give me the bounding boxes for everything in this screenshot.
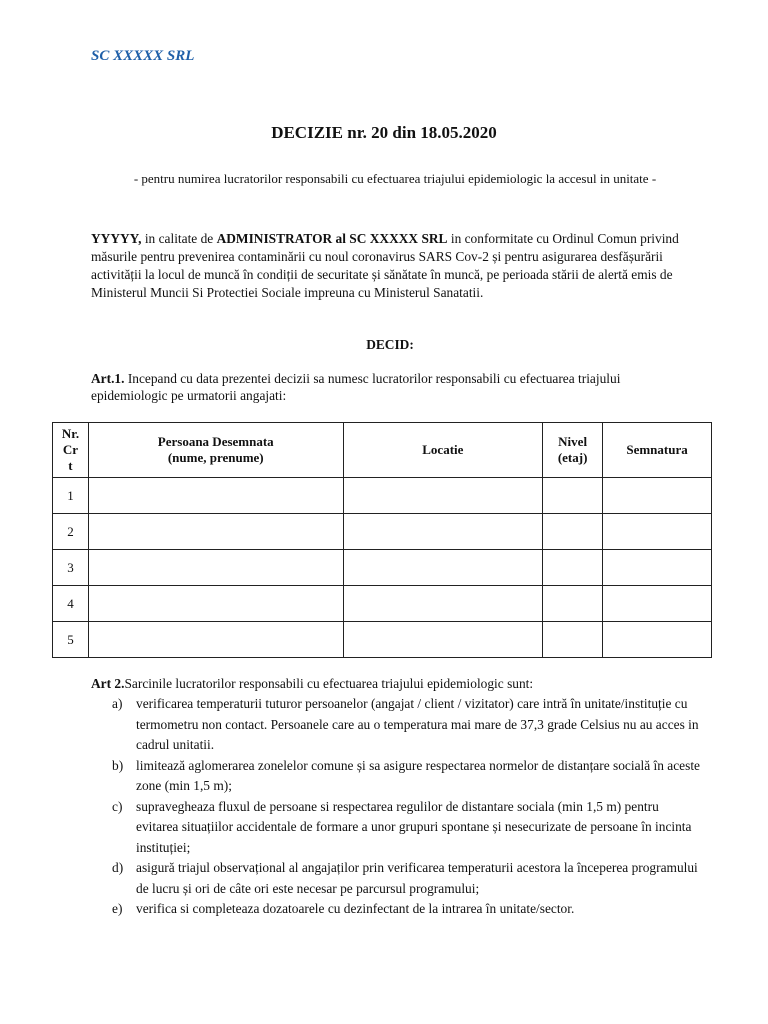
signature-cell[interactable]	[603, 622, 712, 658]
task-list	[112, 694, 702, 920]
list-marker: d)	[112, 860, 124, 875]
level-cell[interactable]	[543, 586, 603, 622]
person-cell[interactable]	[88, 550, 343, 586]
administrator-role: ADMINISTRATOR al SC XXXXX SRL	[216, 231, 448, 246]
level-cell[interactable]	[543, 550, 603, 586]
header-level	[543, 423, 603, 478]
list-item	[112, 694, 702, 756]
table-row	[53, 550, 712, 586]
table-row	[53, 478, 712, 514]
row-number: 5	[53, 622, 89, 658]
administrator-name: YYYYY,	[91, 231, 142, 246]
signature-cell[interactable]	[603, 586, 712, 622]
table-row	[53, 622, 712, 658]
header-nr-line2: Cr	[62, 442, 79, 457]
list-item	[112, 756, 702, 797]
person-cell[interactable]	[88, 622, 343, 658]
list-item-text: asigură triajul observațional al angajaților prin verificarea temperaturii acestora la începerea programului de lucru și ori de câte ori este necesar pe parcursul programului;	[136, 860, 698, 896]
list-item-text: verifica si completeaza dozatoarele cu dezinfectant de la intrarea în unitate/sector.	[136, 901, 575, 916]
header-location: Locatie	[343, 423, 543, 478]
article-2-label: Art 2.	[91, 676, 125, 691]
person-cell[interactable]	[88, 586, 343, 622]
responsible-staff-table	[52, 422, 712, 658]
article-1	[91, 370, 691, 404]
list-item	[112, 899, 702, 920]
header-signature: Semnatura	[603, 423, 712, 478]
header-level-line1: Nivel	[558, 434, 588, 449]
list-item-text: verificarea temperaturii tuturor persoanelor (angajat / client / vizitator) care intră în unitate/instituție cu termometru non contact. Persoanele care au o temperatura mai mare de 37,3 grade Celsius nu au acces in cadrul unitatii.	[136, 696, 699, 752]
list-marker: a)	[112, 696, 123, 711]
level-cell[interactable]	[543, 478, 603, 514]
row-number: 1	[53, 478, 89, 514]
signature-cell[interactable]	[603, 478, 712, 514]
list-marker: e)	[112, 901, 123, 916]
header-person-line2: (nume, prenume)	[167, 450, 264, 465]
article-1-label: Art.1.	[91, 371, 125, 386]
preamble-paragraph	[91, 230, 681, 302]
location-cell[interactable]	[343, 586, 543, 622]
row-number: 2	[53, 514, 89, 550]
header-nr-crt	[53, 423, 89, 478]
table-header-row	[53, 423, 712, 478]
list-item-text: supravegheaza fluxul de persoane si respectarea regulilor de distantare sociala (min 1,5 m) pentru evitarea situațiilor accidentale de formare a unor grupuri spontane și nesecurizate de persoane în incinta instituției;	[136, 798, 692, 855]
header-person-line1: Persoana Desemnata	[157, 434, 274, 449]
location-cell[interactable]	[343, 514, 543, 550]
level-cell[interactable]	[543, 514, 603, 550]
person-cell[interactable]	[88, 514, 343, 550]
table-row	[53, 586, 712, 622]
header-nr-line1: Nr.	[61, 426, 80, 441]
person-cell[interactable]	[88, 478, 343, 514]
list-marker: b)	[112, 757, 124, 773]
decision-title: DECIZIE nr. 20 din 18.05.2020	[271, 123, 497, 142]
decision-subtitle: - pentru numirea lucratorilor responsabili cu efectuarea triajului epidemiologic la accesul in unitate -	[133, 171, 657, 186]
row-number: 4	[53, 586, 89, 622]
company-name: SC XXXXX SRL	[91, 48, 195, 64]
preamble-text-1: in calitate de	[141, 231, 217, 246]
article-1-text: Incepand cu data prezentei decizii sa numesc lucratorilor responsabili cu efectuarea triajului epidemiologic pe urmatorii angajati:	[91, 371, 621, 403]
location-cell[interactable]	[343, 478, 543, 514]
level-cell[interactable]	[543, 622, 603, 658]
article-2-text: Sarcinile lucratorilor responsabili cu efectuarea triajului epidemiologic sunt:	[124, 676, 534, 691]
signature-cell[interactable]	[603, 550, 712, 586]
list-item	[112, 858, 702, 899]
header-nr-line3: t	[68, 458, 73, 473]
decid-heading: DECID:	[366, 337, 414, 352]
location-cell[interactable]	[343, 550, 543, 586]
list-marker: c)	[112, 798, 123, 814]
signature-cell[interactable]	[603, 514, 712, 550]
location-cell[interactable]	[343, 622, 543, 658]
list-item	[112, 797, 702, 859]
header-person	[88, 423, 343, 478]
list-item-text: limitează aglomerarea zonelelor comune și sa asigure respectarea normelor de distanțare socială în aceste zone (min 1,5 m);	[136, 757, 700, 793]
header-level-line2: (etaj)	[557, 450, 588, 465]
preamble-text-2: in conformitate cu Ordinul Comun privind măsurile pentru prevenirea contaminării cu noul coronavirus SARS Cov-2 și pentru asigurarea desfășurării activității la locul de muncă în condiții de securitate și sănătate în muncă, pe perioada stării de alertă emis de Ministerul Muncii Si Protectiei Sociale impreuna cu Ministerul Sanatatii.	[91, 231, 679, 300]
row-number: 3	[53, 550, 89, 586]
table-row	[53, 514, 712, 550]
article-2	[91, 676, 533, 692]
